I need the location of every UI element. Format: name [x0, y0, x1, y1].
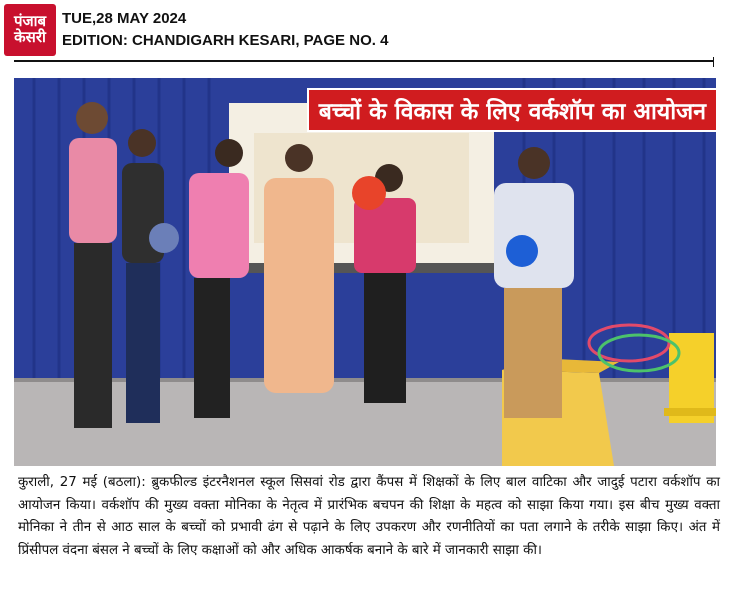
article-body: कुराली, 27 मई (बठला): ब्रुकफील्ड इंटरनैशनल स्कूल सिसवां रोड द्वारा कैंपस में शिक्षकों के लिए बाल वाटिका और जादुई पटारा वर्कशॉप का आयोजन किया। वर्कशॉप की मुख्य वक्ता मोनिका के नेतृत्व में प्रारंभिक बचपन की शिक्षा के महत्व को साझा किया गया। इस बीच मुख्य वक्ता मोनिका ने तीन से आठ साल के बच्चों को प्रभावी ढंग से पढ़ाने के लिए उपकरण और रणनीतियों का पता लगाने के तरीके साझा किए। अंत में प्रिंसीपल वंदना बंसल ने बच्चों के लिए कक्षाओं को और अधिक आकर्षक बनाने के बारे में जानकारी साझा की।	[18, 475, 720, 558]
edition-info: EDITION: CHANDIGARH KESARI, PAGE NO. 4	[62, 32, 389, 49]
header-divider	[14, 60, 714, 62]
edition-header	[62, 8, 388, 52]
photo-headline: बच्चों के विकास के लिए वर्कशॉप का आयोजन	[307, 88, 716, 132]
newspaper-logo	[4, 4, 56, 56]
photo-illustration	[14, 78, 716, 466]
news-photo	[14, 78, 716, 466]
logo-line-2: केसरी	[14, 28, 46, 46]
publication-date: TUE,28 MAY 2024	[62, 10, 187, 27]
logo-line-1: पंजाब	[13, 12, 47, 31]
